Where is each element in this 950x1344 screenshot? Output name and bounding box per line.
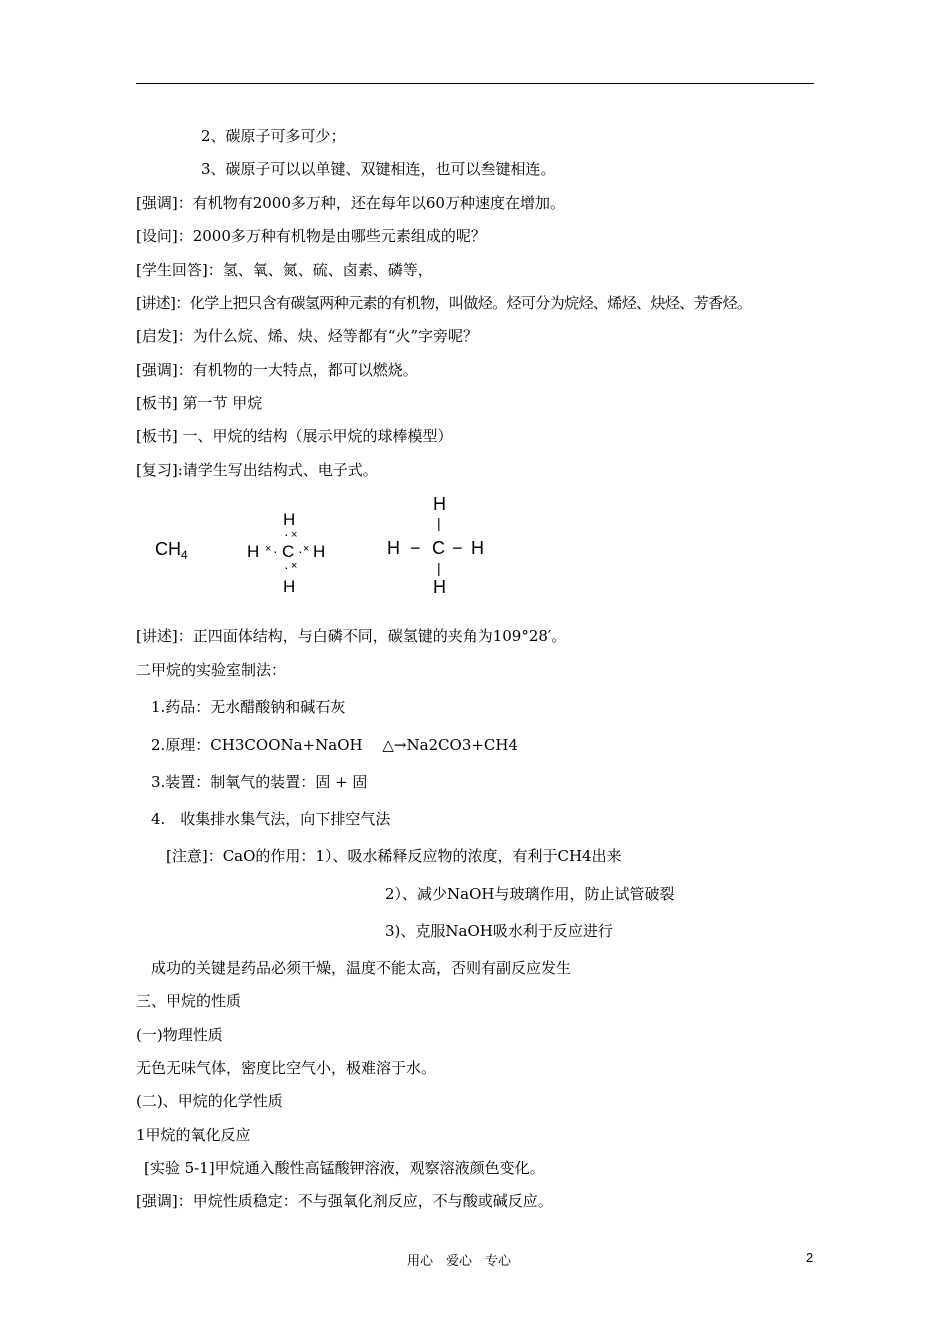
text-line: [讲述]：化学上把只含有碳氢两种元素的有机物，叫做烃。烃可分为烷烃、烯烃、炔烃、芳香烃。: [136, 294, 752, 312]
sf-h-right: H: [471, 538, 484, 558]
ef-h-top: H: [283, 510, 296, 529]
sf-bond-right: −: [452, 538, 463, 558]
sf-bond-bottom: |: [437, 560, 441, 576]
text-line: [板书] 第一节 甲烷: [136, 394, 263, 412]
header-rule: [136, 83, 814, 84]
text-line: 3、碳原子可以以单键、双键相连，也可以叁键相连。: [201, 160, 556, 178]
subsection-heading: (一)物理性质: [136, 1026, 223, 1044]
text-line: [板书] 一、甲烷的结构（展示甲烷的球棒模型）: [136, 427, 453, 445]
sf-h-bottom: H: [433, 577, 446, 597]
ef-cross-left: ×: [265, 543, 272, 555]
ef-h-right: H: [313, 542, 326, 561]
text-line: [启发]：为什么烷、烯、炔、烃等都有“火”字旁呢？: [136, 327, 479, 345]
sf-bond-top: |: [437, 515, 441, 531]
section-heading: 三、甲烷的性质: [136, 992, 242, 1010]
sf-c: C: [432, 538, 445, 558]
ef-h-left: H: [247, 542, 260, 561]
page-number: 2: [806, 1250, 814, 1265]
ef-h-bottom: H: [283, 577, 296, 596]
ef-c: C: [282, 542, 295, 561]
text-line: [复习]:请学生写出结构式、电子式。: [136, 461, 378, 479]
text-line: 二甲烷的实验室制法：: [136, 661, 287, 679]
ef-cross-bottom: ×: [291, 560, 298, 572]
text-line: [强调]：有机物有2000多万种，还在每年以60万种速度在增加。: [136, 194, 565, 212]
text-line: 2、碳原子可多可少；: [201, 127, 346, 145]
text-line: 2）、减少NaOH与玻璃作用，防止试管破裂: [385, 885, 675, 903]
text-line: 3.装置：制氧气的装置：固 + 固: [151, 773, 368, 791]
text-line: [讲述]：正四面体结构，与白磷不同，碳氢键的夹角为109°28′。: [136, 627, 567, 645]
ef-dot-right: ·: [298, 543, 303, 559]
sf-h-left: H: [387, 538, 400, 558]
text-line: 2.原理：CH3COONa+NaOH △→Na2CO3+CH4: [151, 736, 519, 754]
footer-motto: 用心 爱心 专心: [407, 1254, 512, 1269]
text-line: [注意]：CaO的作用：1）、吸水稀释反应物的浓度，有利于CH4出来: [166, 847, 622, 865]
ef-dot-top: ·: [284, 526, 289, 542]
sf-bond-left: −: [410, 538, 421, 558]
text-line: [学生回答]：氢、氧、氮、硫、卤素、磷等，: [136, 261, 433, 279]
text-line: [实验 5-1]甲烷通入酸性高锰酸钾溶液，观察溶液颜色变化。: [144, 1159, 545, 1177]
text-line: [强调]：甲烷性质稳定：不与强氧化剂反应，不与酸或碱反应。: [136, 1192, 553, 1210]
text-line: 3)、克服NaOH吸水利于反应进行: [385, 922, 613, 940]
text-line: [设问]：2000多万种有机物是由哪些元素组成的呢？: [136, 227, 486, 245]
text-line: 成功的关键是药品必须干燥，温度不能太高，否则有副反应发生: [151, 959, 572, 977]
molecular-formula: $CH_4$: [155, 539, 188, 562]
sf-h-top: H: [433, 494, 446, 514]
subsection-heading: (二)、甲烷的化学性质: [136, 1092, 283, 1110]
text-line: 4. 收集排水集气法，向下排空气法: [151, 810, 391, 828]
text-line: [强调]：有机物的一大特点，都可以燃烧。: [136, 361, 418, 379]
text-line: 无色无味气体，密度比空气小，极难溶于水。: [136, 1059, 437, 1077]
ef-dot-left: ·: [273, 543, 278, 559]
text-line: 1.药品：无水醋酸钠和碱石灰: [151, 698, 346, 716]
ef-dot-bottom: ·: [284, 559, 289, 575]
text-line: 1甲烷的氧化反应: [136, 1126, 251, 1144]
ef-cross-right: ×: [303, 543, 310, 555]
ef-cross-top: ×: [291, 529, 298, 541]
